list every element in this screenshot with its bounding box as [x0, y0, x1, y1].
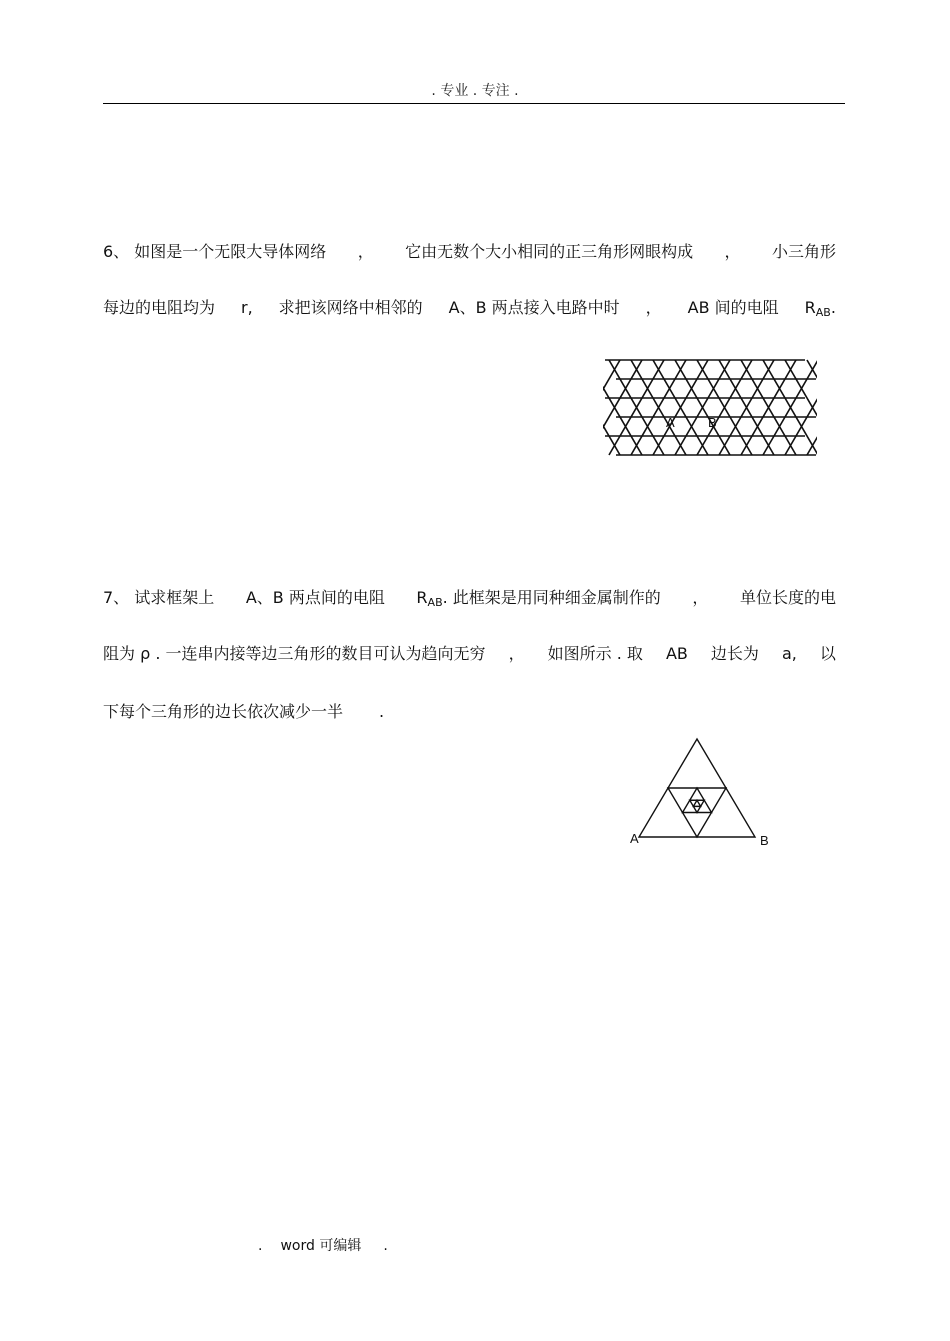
problem7-text-1: 7、 试求框架上: [103, 588, 215, 607]
problem7-text-3: . 此框架是用同种细金属制作的: [442, 588, 661, 607]
problem6-line1: [103, 242, 836, 262]
page-footer: [258, 1235, 388, 1255]
problem6-comma-3: ，: [645, 298, 662, 317]
mesh-diagonal-line: [829, 360, 884, 455]
footer-dot-1: .: [258, 1238, 263, 1254]
mesh-diagonal-line: [851, 360, 906, 455]
page-header: . 专业 . 专注 .: [431, 83, 519, 99]
triangular-mesh-figure: [595, 350, 825, 460]
problem7-text-5: 阻为 ρ . 一连串内接等边三角形的数目可认为趋向无穷: [103, 644, 486, 663]
problem6-text-3: 小三角形: [771, 242, 836, 261]
rab-sub: AB: [815, 306, 831, 319]
footer-dot-2: .: [383, 1238, 388, 1254]
problem7-text-4: 单位长度的电: [739, 588, 836, 607]
problem6-text-6: A、B 两点接入电路中时: [448, 298, 620, 317]
problem7-text-9: 下每个三角形的边长依次减少一半: [103, 702, 344, 721]
problem6-text-5: 求把该网络中相邻的: [278, 298, 423, 317]
problem7-comma-1: ，: [692, 588, 709, 607]
problem7-text-2: A、B 两点间的电阻: [245, 588, 385, 607]
problem6-var-r: r,: [241, 298, 253, 317]
problem7-period: .: [379, 702, 385, 721]
nested-label-a: A: [630, 831, 639, 846]
problem6-rab: [805, 298, 836, 323]
problem6-text-7: AB 间的电阻: [687, 298, 779, 317]
mesh-diagonal-line: [829, 360, 884, 455]
mesh-label-a: A: [666, 415, 675, 430]
problem6-text-1: 6、 如图是一个无限大导体网络: [103, 242, 327, 261]
mesh-diagonal-line: [499, 360, 554, 455]
problem6-comma-1: ，: [357, 242, 374, 261]
footer-text: word 可编辑: [280, 1238, 362, 1254]
problem7-line2: [103, 644, 836, 664]
mesh-diagonal-line: [521, 360, 576, 455]
nested-triangle: [693, 800, 700, 806]
mesh-diagonal-line: [543, 360, 598, 455]
problem7-rab: [416, 588, 660, 613]
problem7-comma-2: ，: [508, 644, 525, 663]
rab-r: R: [804, 298, 816, 317]
problem7-text-7: 边长为: [710, 644, 759, 663]
problem6-text-2: 它由无数个大小相同的正三角形网眼构成: [405, 242, 694, 261]
mesh-diagonal-line: [521, 360, 576, 455]
header-rule: [103, 103, 845, 104]
problem6-comma-2: ，: [724, 242, 741, 261]
rab-dot: .: [830, 298, 836, 317]
mesh-diagonal-line: [543, 360, 598, 455]
problem7-text-8: 以: [819, 644, 836, 663]
problem7-line3: [103, 702, 384, 722]
rab-sub: AB: [427, 596, 443, 609]
problem7-text-6: 如图所示 . 取: [547, 644, 643, 663]
mesh-label-b: B: [708, 415, 717, 430]
problem7-line1: [103, 588, 836, 613]
mesh-diagonal-line: [499, 360, 554, 455]
rab-r: R: [416, 588, 428, 607]
problem6-line2: [103, 298, 836, 323]
nested-triangles-figure: [625, 735, 775, 850]
problem6-text-4: 每边的电阻均为: [103, 298, 216, 317]
problem7-var-a: a,: [781, 644, 797, 663]
problem7-ab: AB: [665, 644, 688, 663]
mesh-diagonal-line: [851, 360, 906, 455]
nested-label-b: B: [760, 833, 769, 848]
